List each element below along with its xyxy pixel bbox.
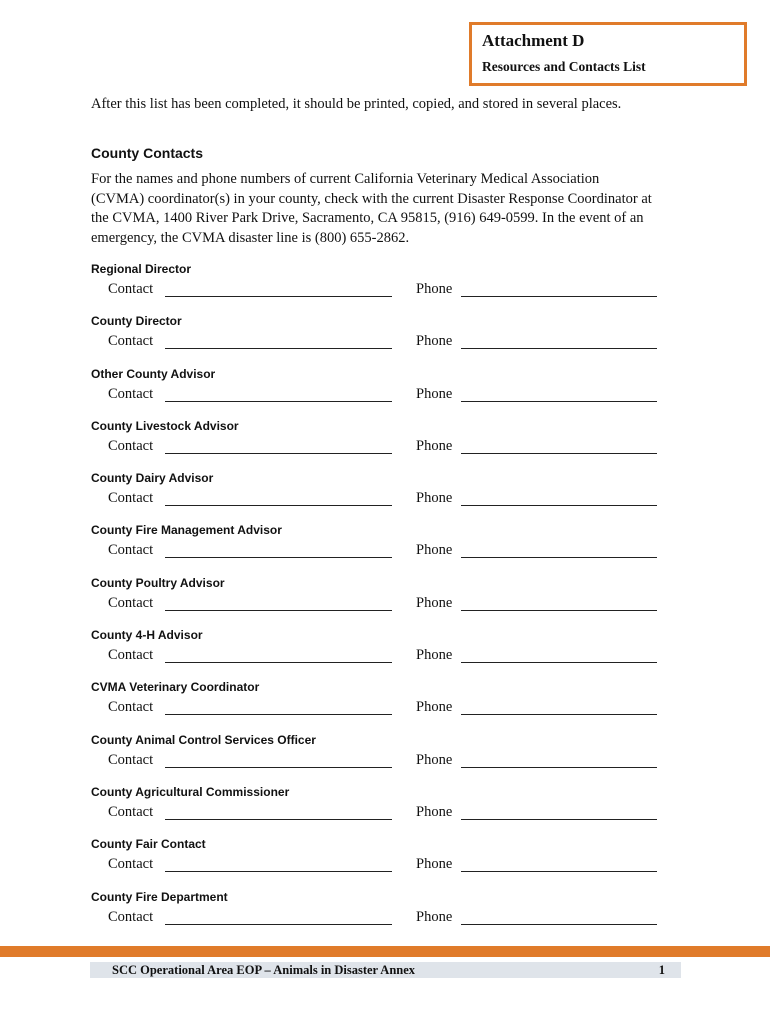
contact-block (0, 785, 770, 837)
phone-field-label: Phone (416, 908, 453, 925)
contact-blank-line[interactable] (165, 296, 392, 297)
contact-role-label: County Fire Department (91, 889, 228, 904)
phone-blank-line[interactable] (461, 662, 657, 663)
phone-blank-line[interactable] (461, 348, 657, 349)
contact-role-label: County Director (91, 314, 182, 329)
phone-field-label: Phone (416, 281, 453, 297)
intro-text: After this list has been completed, it should be printed, copied, and stored in several places. (91, 96, 622, 112)
contact-field-row (0, 438, 770, 458)
contact-field-label: Contact (108, 333, 154, 350)
contact-blank-line[interactable] (165, 819, 392, 820)
contact-field-label: Contact (108, 699, 154, 716)
contact-role-label: County Dairy Advisor (91, 471, 214, 486)
contact-block (0, 419, 770, 471)
contact-blank-line[interactable] (165, 767, 392, 768)
contact-field-label: Contact (108, 856, 154, 873)
contact-blank-line[interactable] (165, 714, 392, 715)
phone-field-label: Phone (416, 594, 453, 611)
phone-field-label: Phone (416, 333, 453, 350)
contact-field-row (0, 856, 770, 876)
contact-role-label: County 4-H Advisor (91, 628, 203, 643)
contact-blank-line[interactable] (165, 348, 392, 349)
contact-role-label: Other County Advisor (91, 366, 216, 381)
contact-blank-line[interactable] (165, 505, 392, 506)
contact-field-row (0, 909, 770, 929)
phone-blank-line[interactable] (461, 505, 657, 506)
contact-field-row (0, 490, 770, 510)
contact-block (0, 262, 770, 314)
contact-role-label: County Fire Management Advisor (91, 523, 282, 538)
contact-field-label: Contact (108, 542, 154, 559)
phone-blank-line[interactable] (461, 401, 657, 402)
contact-block (0, 523, 770, 575)
phone-field-label: Phone (416, 490, 453, 507)
phone-field-label: Phone (416, 437, 453, 454)
phone-field-label: Phone (416, 856, 453, 873)
phone-blank-line[interactable] (461, 296, 657, 297)
contact-block (0, 471, 770, 523)
attachment-title: Attachment D (482, 31, 585, 50)
attachment-header-box (469, 22, 747, 86)
contact-block (0, 314, 770, 366)
phone-blank-line[interactable] (461, 453, 657, 454)
contacts-list (0, 262, 770, 942)
contact-field-label: Contact (108, 594, 154, 611)
page-number: 1 (658, 963, 665, 977)
contact-field-row (0, 333, 770, 353)
contact-role-label: County Agricultural Commissioner (91, 784, 290, 799)
contact-block (0, 890, 770, 942)
contact-blank-line[interactable] (165, 557, 392, 558)
contact-field-label: Contact (108, 908, 154, 925)
phone-blank-line[interactable] (461, 557, 657, 558)
contact-field-row (0, 647, 770, 667)
phone-blank-line[interactable] (461, 610, 657, 611)
contact-blank-line[interactable] (165, 662, 392, 663)
contact-role-label: County Animal Control Services Officer (91, 732, 316, 747)
contact-blank-line[interactable] (165, 453, 392, 454)
section-paragraph (91, 170, 691, 248)
phone-field-label: Phone (416, 699, 453, 716)
contact-field-row (0, 699, 770, 719)
contact-field-label: Contact (108, 647, 154, 664)
attachment-subtitle: Resources and Contacts List (482, 59, 646, 74)
footer-bar (90, 962, 681, 978)
paragraph-line: emergency, the CVMA disaster line is (800) 655-2862. (91, 229, 410, 246)
contact-field-row (0, 595, 770, 615)
contact-block (0, 837, 770, 889)
contact-field-row (0, 804, 770, 824)
contact-blank-line[interactable] (165, 924, 392, 925)
contact-field-label: Contact (108, 437, 154, 454)
contact-block (0, 628, 770, 680)
phone-blank-line[interactable] (461, 714, 657, 715)
phone-field-label: Phone (416, 803, 453, 820)
contact-field-label: Contact (108, 803, 154, 820)
contact-field-label: Contact (108, 490, 154, 507)
contact-field-row (0, 281, 770, 301)
contact-blank-line[interactable] (165, 401, 392, 402)
paragraph-line: the CVMA, 1400 River Park Drive, Sacramento, CA 95815, (916) 649-0599. In the event of an (91, 210, 644, 226)
contact-role-label: CVMA Veterinary Coordinator (91, 680, 260, 695)
phone-field-label: Phone (416, 751, 453, 768)
contact-field-label: Contact (108, 751, 154, 768)
contact-role-label: Regional Director (91, 262, 192, 276)
contact-role-label: County Poultry Advisor (91, 575, 225, 590)
section-heading: County Contacts (91, 145, 203, 161)
contact-role-label: County Fair Contact (91, 837, 206, 852)
phone-blank-line[interactable] (461, 767, 657, 768)
contact-field-label: Contact (108, 385, 154, 402)
contact-blank-line[interactable] (165, 610, 392, 611)
paragraph-line: (CVMA) coordinator(s) in your county, check with the current Disaster Response Coordinator at (91, 190, 652, 207)
phone-field-label: Phone (416, 385, 453, 402)
phone-field-label: Phone (416, 542, 453, 559)
contact-field-row (0, 542, 770, 562)
contact-block (0, 576, 770, 628)
contact-block (0, 367, 770, 419)
phone-blank-line[interactable] (461, 819, 657, 820)
contact-field-row (0, 752, 770, 772)
contact-block (0, 680, 770, 732)
phone-field-label: Phone (416, 647, 453, 664)
contact-field-label: Contact (108, 281, 154, 297)
footer-divider (0, 946, 770, 957)
footer-text: SCC Operational Area EOP – Animals in Disaster Annex (112, 963, 416, 977)
contact-blank-line[interactable] (165, 871, 392, 872)
contact-role-label: County Livestock Advisor (91, 418, 239, 433)
paragraph-line: For the names and phone numbers of current California Veterinary Medical Association (91, 171, 600, 187)
phone-blank-line[interactable] (461, 871, 657, 872)
contact-block (0, 733, 770, 785)
phone-blank-line[interactable] (461, 924, 657, 925)
contact-field-row (0, 386, 770, 406)
